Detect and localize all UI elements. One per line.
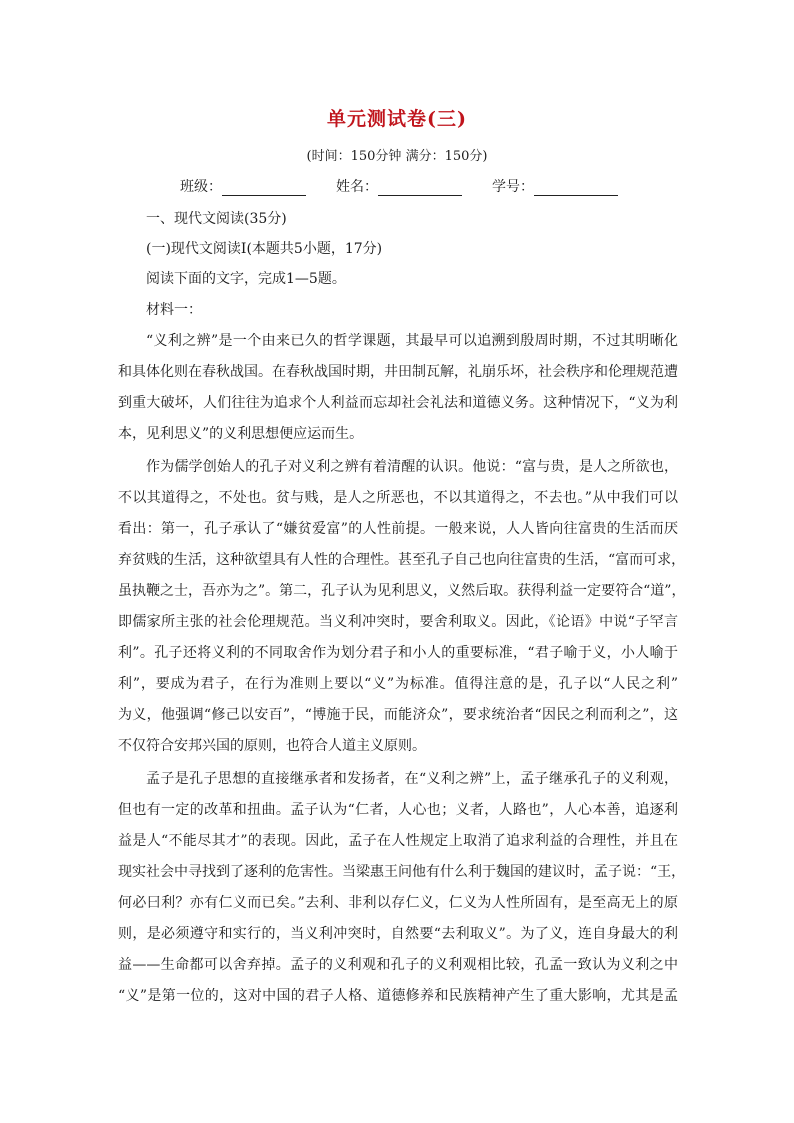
paragraph-line: 益是人“不能尽其才”的表现。因此，孟子在人性规定上取消了追求利益的合理性，并且在	[118, 833, 678, 849]
paragraph-line: 但也有一定的改革和扭曲。孟子认为“仁者，人心也；义者，人路也”，人心本善，追逐利	[118, 802, 678, 818]
paragraph-line: 现实社会中寻找到了逐利的危害性。当梁惠王问他有什么利于魏国的建议时，孟子说：“王，	[118, 864, 686, 880]
id-field	[492, 176, 618, 196]
paragraph-line: 不以其道得之，不处也。贫与贱，是人之所恶也，不以其道得之，不去也。”从中我们可以	[118, 490, 678, 506]
paragraph-line: “义”是第一位的，这对中国的君子人格、道德修养和民族精神产生了重大影响，尤其是孟	[118, 988, 678, 1004]
name-field	[336, 176, 462, 196]
subsection-heading: (一)现代文阅读Ⅰ(本题共5小题，17分)	[146, 241, 383, 257]
class-label: 班级：	[180, 179, 222, 195]
paragraph-line: 虽执鞭之士，吾亦为之”。第二，孔子认为见利思义，义然后取。获得利益一定要符合“道”，	[118, 583, 686, 599]
paragraph-line: 不仅符合安邦兴国的原则，也符合人道主义原则。	[118, 738, 426, 754]
paragraph-line: 为义，他强调“修己以安百”，“博施于民，而能济众”，要求统治者“因民之利而利之”，这	[118, 707, 678, 723]
section-heading: 一、现代文阅读(35分)	[146, 211, 287, 227]
paragraph-line: 何必曰利？亦有仁义而已矣。”去利、非利以存仁义，仁义为人性所固有，是至高无上的原	[118, 895, 678, 911]
material-label: 材料一：	[146, 302, 202, 318]
paragraph-line: 看出：第一，孔子承认了“嫌贫爱富”的人性前提。一般来说，人人皆向往富贵的生活而厌	[118, 521, 678, 537]
id-blank[interactable]	[534, 181, 618, 196]
paragraph-line: 即儒家所主张的社会伦理规范。当义利冲突时，要舍利取义。因此，《论语》中说“子罕言	[118, 614, 678, 630]
class-blank[interactable]	[222, 181, 306, 196]
paragraph-line: 到重大破坏，人们往往为追求个人利益而忘却社会礼法和道德义务。这种情况下，“义为利	[118, 395, 678, 411]
paragraph-line: 作为儒学创始人的孔子对义利之辨有着清醒的认识。他说：“富与贵，是人之所欲也，	[146, 459, 678, 475]
doc-subtitle: (时间：150分钟 满分：150分)	[306, 149, 488, 164]
doc-title: 单元测试卷(三)	[327, 108, 467, 130]
paragraph-line: 利”。孔子还将义利的不同取舍作为划分君子和小人的重要标准，“君子喻于义，小人喻于	[118, 645, 678, 661]
student-info-fields	[180, 176, 648, 196]
id-label: 学号：	[492, 179, 534, 195]
instruction-text: 阅读下面的文字，完成1—5题。	[146, 271, 346, 287]
class-field	[180, 176, 306, 196]
paragraph-line: 益——生命都可以舍弃掉。孟子的义利观和孔子的义利观相比较，孔孟一致认为义利之中	[118, 957, 678, 973]
paragraph-line: 利”，要成为君子，在行为准则上要以“义”为标准。值得注意的是，孔子以“人民之利”	[118, 676, 678, 692]
name-label: 姓名：	[336, 179, 378, 195]
paragraph-line: 则，是必须遵守和实行的，当义利冲突时，自然要“去利取义”。为了义，连自身最大的利	[118, 926, 678, 942]
paragraph-line: 本，见利思义”的义利思想便应运而生。	[118, 426, 364, 442]
paragraph-line: “义利之辨”是一个由来已久的哲学课题，其最早可以追溯到殷周时期，不过其明晰化	[146, 333, 678, 349]
paragraph-line: 孟子是孔子思想的直接继承者和发扬者，在“义利之辨”上，孟子继承孔子的义利观，	[146, 771, 678, 787]
name-blank[interactable]	[378, 181, 462, 196]
paragraph-line: 弃贫贱的生活，这种欲望具有人性的合理性。甚至孔子自己也向往富贵的生活，“富而可求，	[118, 552, 686, 568]
paragraph-line: 和具体化则在春秋战国。在春秋战国时期，井田制瓦解，礼崩乐坏，社会秩序和伦理规范遭	[118, 364, 678, 380]
